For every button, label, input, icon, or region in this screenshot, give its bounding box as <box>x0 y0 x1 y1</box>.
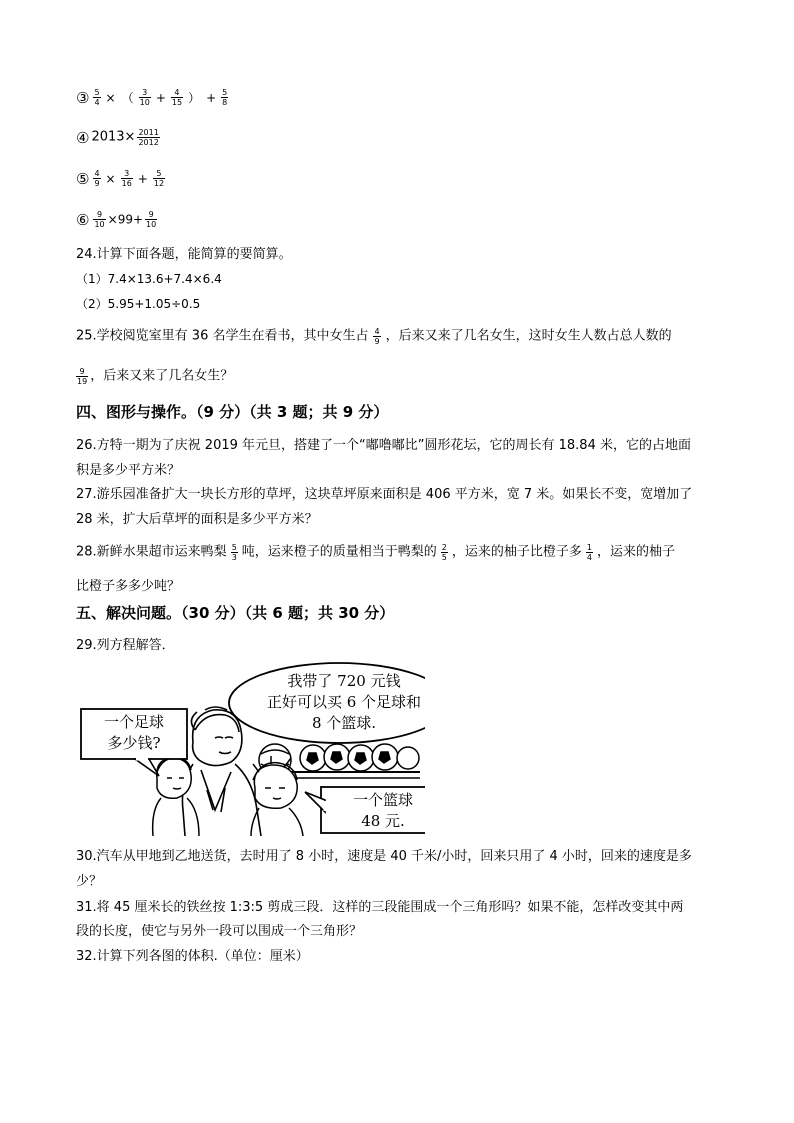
item-number: ⑥ <box>76 210 90 229</box>
fraction: $\frac{2}{5}$ <box>441 543 447 562</box>
question-29-title: 29.列方程解答． <box>76 638 175 653</box>
question-26-line1: 26.方特一期为了庆祝 2019 年元旦，搭建了一个“嘟噜嘟比”圆形花坛，它的周长有 18.84 米，它的占地面 <box>76 438 691 453</box>
fraction: $\frac{5}{12}$ <box>153 169 165 188</box>
cartoon-illustration <box>75 660 425 836</box>
speech-bubble-adult: 我带了 720 元钱 正好可以买 6 个足球和 8 个篮球. <box>266 672 422 732</box>
fraction: $\frac{9}{19}$ <box>77 367 88 386</box>
fraction: $\frac{2011}{2012}$ <box>138 128 159 147</box>
question-30-line2: 少？ <box>76 874 103 889</box>
item-number: ④ <box>76 128 90 147</box>
fraction: $\frac{3}{10}$ <box>139 88 150 107</box>
fraction: $\frac{4}{9}$ <box>94 169 100 188</box>
question-25-line2: $\frac{9}{19}$ ，后来又来了几名女生？ <box>77 367 234 386</box>
fraction: $\frac{9}{10}$ <box>94 210 105 229</box>
item-number: ⑤ <box>76 169 90 188</box>
speech-bubble-right-child: 一个篮球 48 元. <box>352 791 413 830</box>
section-4-heading: 四、图形与操作。（9 分）（共 3 题；共 9 分） <box>76 403 389 421</box>
section-5-heading: 五、解决问题。（30 分）（共 6 题；共 30 分） <box>76 604 395 622</box>
fraction: $\frac{1}{4}$ <box>586 543 592 562</box>
question-27-line2: 28 米，扩大后草坪的面积是多少平方米？ <box>76 512 318 527</box>
question-25-line1: 25.学校阅览室里有 36 名学生在看书，其中女生占 $\frac{4}{9}$ ，后来又来了几名女生，这时女生人数占总人数的 <box>76 327 672 346</box>
fraction: $\frac{3}{16}$ <box>121 169 132 188</box>
expression-4: ④ 2013× $\frac{2011}{2012}$ <box>76 128 159 147</box>
question-32-title: 32.计算下列各图的体积.（单位：厘米） <box>76 949 309 964</box>
question-30-line1: 30.汽车从甲地到乙地送货，去时用了 8 小时，速度是 40 千米/小时，回来只用了 4 小时，回来的速度是多 <box>76 849 692 864</box>
fraction: $\frac{5}{3}$ <box>231 543 237 562</box>
fraction: $\frac{4}{15}$ <box>171 88 183 107</box>
item-number: ③ <box>76 88 90 107</box>
question-24-b: （2）5.95+1.05÷0.5 <box>76 297 201 311</box>
question-24-title: 24.计算下面各题，能简算的要简算。 <box>76 247 292 262</box>
child-left <box>153 758 199 836</box>
fraction: $\frac{5}{8}$ <box>222 88 228 107</box>
question-28-line2: 比橙子多多少吨？ <box>76 579 181 594</box>
speech-bubble-left-child: 一个足球 多少钱? <box>103 713 164 752</box>
question-24-a: （1）7.4×13.6+7.4×6.4 <box>76 272 222 286</box>
expression-5: ⑤ $\frac{4}{9}$ × $\frac{3}{16}$ + $\frac{5}{12}$ <box>76 169 165 188</box>
fraction: $\frac{9}{10}$ <box>146 210 157 229</box>
fraction: $\frac{4}{9}$ <box>374 327 380 346</box>
question-31-line1: 31.将 45 厘米长的铁丝按 1:3:5 剪成三段．这样的三段能围成一个三角形吗？如果不能，怎样改变其中两 <box>76 900 684 915</box>
question-31-line2: 段的长度，使它与另外一段可以围成一个三角形？ <box>76 924 363 939</box>
question-26-line2: 积是多少平方米？ <box>76 463 181 478</box>
expression-3: ③ $\frac{5}{4}$ × （ $\frac{3}{10}$ + $\frac{4}{15}$ ） + $\frac{5}{8}$ <box>76 88 228 107</box>
question-28-line1: 28.新鲜水果超市运来鸭梨 $\frac{5}{3}$ 吨，运来橙子的质量相当于鸭梨的 $\frac{2}{5}$ ，运来的柚子比橙子多 $\frac{1}{4}$ ，运来的柚子 <box>76 543 676 562</box>
expression-6: ⑥ $\frac{9}{10}$ ×99+ $\frac{9}{10}$ <box>76 210 157 229</box>
question-27-line1: 27.游乐园准备扩大一块长方形的草坪，这块草坪原来面积是 406 平方米，宽 7 米。如果长不变，宽增加了 <box>76 487 693 502</box>
fraction: $\frac{5}{4}$ <box>94 88 100 107</box>
